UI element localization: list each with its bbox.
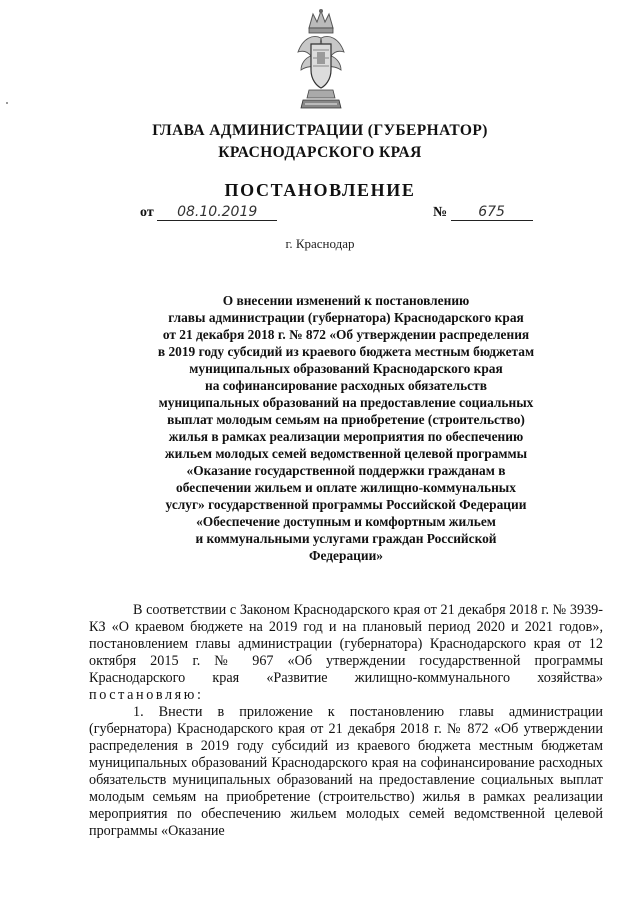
subject-line: муниципальных образований Краснодарского края [189, 361, 503, 376]
subject-line: жильем молодых семей ведомственной целевой программы [164, 446, 528, 461]
document-type-title: ПОСТАНОВЛЕНИЕ [224, 180, 416, 200]
subject-line: обеспечении жильем и оплате жилищно-коммунальных [176, 480, 516, 495]
number-label: № [433, 205, 448, 220]
scan-speck [6, 102, 8, 104]
subject-line: услуг» государственной программы Российской Федерации [165, 497, 527, 512]
subject-line: главы администрации (губернатора) Краснодарского края [168, 310, 524, 325]
number-value: 675 [451, 204, 533, 221]
subject-line: в 2019 году субсидий из краевого бюджета местным бюджетам [157, 344, 535, 359]
subject-line: «Оказание государственной поддержки гражданам в [186, 463, 506, 478]
subject-line: «Обеспечение доступным и комфортным жильем [196, 514, 496, 529]
coat-of-arms-icon [295, 8, 347, 110]
subject-line: муниципальных образований на предоставление социальных [158, 395, 534, 410]
document-subject [96, 292, 596, 564]
subject-line: и коммунальными услугами граждан Российской [195, 531, 497, 546]
subject-line: на софинансирование расходных обязательств [205, 378, 487, 393]
date-value: 08.10.2019 [157, 204, 277, 221]
authority-title-line1: ГЛАВА АДМИНИСТРАЦИИ (ГУБЕРНАТОР) [152, 122, 488, 139]
document-body [89, 602, 603, 840]
item-1-paragraph: 1. Внести в приложение к постановлению главы администрации (губернатора) Краснодарского края от 21 декабря 2018 г. № 872 «Об утверждении распределения в 2019 году субсидий из краевого бюджета местным бюджетам муниципальных образований Краснодарского края на софинансирование расходных обязательств муниципальных образований на предоставление социальных выплат молодым семьям на приобретение (строительство) жилья в рамках реализации мероприятия по обеспечению жильем молодых семей ведомственной целевой программы «Оказание [89, 704, 603, 839]
subject-line: О внесении изменений к постановлению [222, 293, 470, 308]
preamble-paragraph [89, 602, 603, 704]
document-number [433, 204, 533, 221]
subject-line: от 21 декабря 2018 г. № 872 «Об утверждении распределения [162, 327, 530, 342]
subject-line: жилья в рамках реализации мероприятия по обеспечению [168, 429, 524, 444]
document-date [140, 204, 277, 221]
subject-line: Федерации» [309, 548, 383, 563]
date-label: от [140, 205, 154, 220]
preamble-text: В соответствии с Законом Краснодарского края от 21 декабря 2018 г. № 3939-КЗ «О краевом бюджете на 2019 год и на плановый период 2020 и 2021 годов», постановлением главы администрации (губернатора) Краснодарского края от 12 октября 2015 г. № 967 «Об утверждении государственной программы Краснодарского края «Развитие жилищно-коммунального хозяйства» [89, 602, 603, 686]
issue-city: г. Краснодар [285, 236, 355, 251]
authority-title-line2: КРАСНОДАРСКОГО КРАЯ [218, 144, 422, 161]
subject-line: выплат молодым семьям на приобретение (строительство) [167, 412, 525, 427]
resolve-word: постановляю: [89, 687, 204, 703]
